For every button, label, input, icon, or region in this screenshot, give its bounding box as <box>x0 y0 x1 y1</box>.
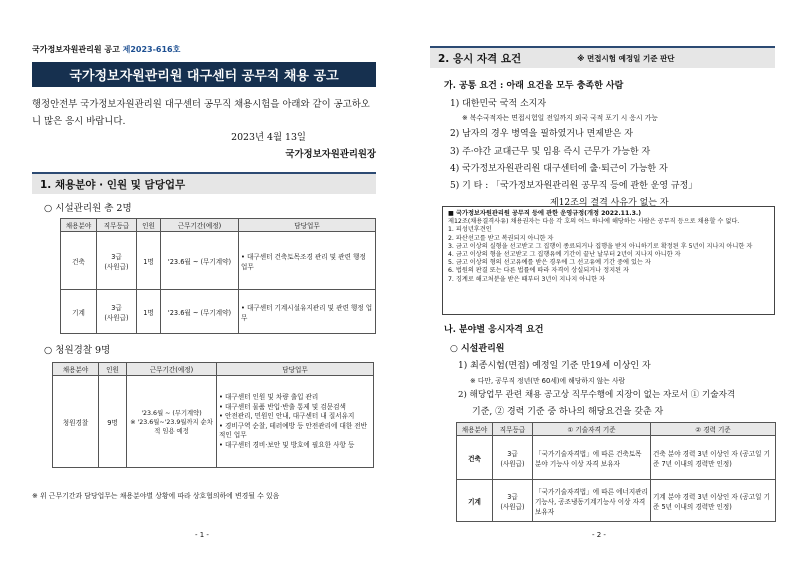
col-header: 인원 <box>99 363 127 376</box>
section-2-heading <box>430 46 775 68</box>
requirement-item: 4) 국가정보자원관리원 대구센터에 출·퇴근이 가능한 자 <box>450 164 668 174</box>
section-1-heading: 1. 채용분야 · 인원 및 담당업무 <box>32 172 376 194</box>
common-requirements-heading: 가. 공통 요건 : 아래 요건을 모두 충족한 사람 <box>444 81 624 91</box>
col-header: ① 기술자격 기준 <box>533 423 651 436</box>
cell-count: 1명 <box>137 232 161 290</box>
announcement-date: 2023년 4월 13일 <box>231 132 306 143</box>
requirement-note: ※ 복수국적자는 면접시험일 전일까지 외국 국적 포기 시 응시 가능 <box>462 114 658 122</box>
table-row <box>61 290 376 334</box>
col-header: 직무등급 <box>493 423 533 436</box>
list-item: 6. 법원의 판결 또는 다른 법률에 따라 자격이 상실되거나 정지된 자 <box>448 267 629 275</box>
cell-field: 기계 <box>457 480 493 522</box>
list-item: • 경비구역 순찰, 테러예방 등 안전관리에 대한 전반적인 업무 <box>219 421 368 439</box>
list-item: 3. 금고 이상의 실형을 선고받고 그 집행이 종료되거나 집행을 받지 아니하기로 확정된 후 5년이 지나지 아니한 자 <box>448 242 753 250</box>
cell-grade: 3급 (사원급) <box>97 232 137 290</box>
duty-list <box>219 393 371 450</box>
cell-count: 9명 <box>99 376 127 468</box>
requirement-note: ※ 다만, 공무직 정년(만 60세)에 해당하지 않는 사람 <box>470 377 626 385</box>
qualification-table <box>456 422 776 522</box>
col-header: ② 경력 기준 <box>651 423 776 436</box>
col-header: 근무기간(예정) <box>127 363 217 376</box>
page-1 <box>30 0 376 566</box>
cell-field: 기계 <box>61 290 97 334</box>
facility-table <box>60 218 376 334</box>
requirement-item-continued: 제12조의 결격 사유가 없는 자 <box>550 198 669 208</box>
cell-career: 건축 분야 경력 3년 이상인 자 (공고일 기준 7년 이내의 경력만 인정) <box>651 436 776 480</box>
list-item: • 대구센터 경비·보안 및 방호에 필요한 사항 등 <box>219 440 355 449</box>
table-row <box>457 480 776 522</box>
cell-duties <box>217 376 374 468</box>
guard-table <box>52 362 374 468</box>
notice-prefix: 국가정보자원관리원 공고 <box>32 45 120 54</box>
cell-period: '23.6월 ~ (무기계약) ※ '23.6월~'23.9월까지 순차적 임용 예정 <box>127 376 217 468</box>
list-item: 7. 징계로 해고처분을 받은 때부터 3년이 지나지 아니한 자 <box>448 275 606 283</box>
cell-count: 1명 <box>137 290 161 334</box>
requirement-item: 3) 주·야간 교대근무 및 임용 즉시 근무가 가능한 자 <box>450 147 651 157</box>
cell-field: 건축 <box>457 436 493 480</box>
table-row <box>457 436 776 480</box>
list-item: • 대구센터 물품 반입·반출 통제 및 검문검색 <box>219 402 346 411</box>
intro-paragraph: 행정안전부 국가정보자원관리원 대구센터 공무직 채용시험을 아래와 같이 공고하오니 많은 응시 바랍니다. <box>32 99 370 127</box>
notice-number: 제2023-616호 <box>122 45 181 54</box>
col-header: 채용분야 <box>53 363 99 376</box>
cell-grade: 3급 (사원급) <box>97 290 137 334</box>
regulation-lead: 제12조(채용결격사유) 채용권자는 다음 각 호의 어느 하나에 해당하는 사람은 공무직 등으로 채용할 수 없다. <box>448 218 740 226</box>
list-item: • 안전관리, 민원인 안내, 대구센터 내 질서유지 <box>219 412 355 420</box>
field-requirements-heading: 나. 분야별 응시자격 요건 <box>444 325 544 335</box>
page-number: - 1 - <box>195 531 209 539</box>
cell-period: '23.6월 ~ (무기계약) <box>161 232 239 290</box>
cell-duty: • 대구센터 기계시설유지관리 및 관련 행정 업무 <box>239 290 376 334</box>
page-number: - 2 - <box>592 531 606 539</box>
requirement-item: 5) 기 타 : 「국가정보자원관리원 공무직 등에 관한 운영 규정」 <box>450 181 698 191</box>
cell-license: 「국가기술자격법」에 따른 에너지관리기능사, 공조냉동기계기능사 이상 자격 보유자 <box>533 480 651 522</box>
guard-heading: ○ 청원경찰 9명 <box>44 345 111 356</box>
page-2 <box>430 0 775 566</box>
requirement-item: 2) 해당업무 관련 채용 공고상 직무수행에 지장이 없는 자로서 ① 기술자격 <box>458 390 736 400</box>
cell-license: 「국가기술자격법」에 따른 건축토목 분야 기능사 이상 자격 보유자 <box>533 436 651 480</box>
list-item: 4. 금고 이상의 형을 선고받고 그 집행유예 기간이 끝난 날부터 2년이 지나지 아니한 자 <box>448 251 681 259</box>
footnote: ※ 위 근무기간과 담당업무는 채용분야별 상황에 따라 상호협의하에 변경될 수 있음 <box>32 492 280 500</box>
cell-grade: 3급 (사원급) <box>493 436 533 480</box>
col-header: 직무등급 <box>97 219 137 232</box>
col-header: 채용분야 <box>457 423 493 436</box>
col-header: 담당업무 <box>217 363 374 376</box>
cell-field: 건축 <box>61 232 97 290</box>
list-item: 1. 피성년후견인 <box>448 226 492 234</box>
section-2-note: ※ 면접시험 예정일 기준 판단 <box>577 53 675 63</box>
col-header: 채용분야 <box>61 219 97 232</box>
cell-field: 청원경찰 <box>53 376 99 468</box>
announcement-title: 국가정보자원관리원 대구센터 공무직 채용 공고 <box>32 62 376 87</box>
col-header: 인원 <box>137 219 161 232</box>
cell-period: '23.6월 ~ (무기계약) <box>161 290 239 334</box>
col-header: 근무기간(예정) <box>161 219 239 232</box>
notice-number-line <box>32 44 180 55</box>
requirement-item-continued: 기준, ② 경력 기준 중 하나의 해당요건을 갖춘 자 <box>472 407 664 417</box>
requirement-item: 2) 남자의 경우 병역을 필하였거나 면제받은 자 <box>450 129 633 139</box>
list-item: • 대구센터 인원 및 차량 출입 관리 <box>219 393 319 401</box>
cell-grade: 3급 (사원급) <box>493 480 533 522</box>
agency-signature: 국가정보자원관리원장 <box>285 149 376 160</box>
cell-career: 기계 분야 경력 3년 이상인 자 (공고일 기준 5년 이내의 경력만 인정) <box>651 480 776 522</box>
section-2-title: 2. 응시 자격 요건 <box>438 52 522 65</box>
table-row <box>53 376 374 468</box>
requirement-item: 1) 최종시험(면접) 예정일 기준 만19세 이상인 자 <box>458 361 651 371</box>
facility-heading: ○ 시설관리원 총 2명 <box>44 203 132 214</box>
list-item: 5. 금고 이상의 형의 선고유예를 받은 경우에 그 선고유예 기간 중에 있는 자 <box>448 259 651 267</box>
facility-requirements-heading: ○ 시설관리원 <box>450 344 505 354</box>
regulation-title: ■ 국가정보자원관리원 공무직 등에 관한 운영규정(개정 2022.11.3.) <box>448 210 642 217</box>
cell-duty: • 대구센터 건축토목조경 관리 및 관련 행정 업무 <box>239 232 376 290</box>
requirement-item: 1) 대한민국 국적 소지자 <box>450 99 547 109</box>
regulation-box <box>442 206 775 315</box>
table-row <box>61 232 376 290</box>
col-header: 담당업무 <box>239 219 376 232</box>
list-item: 2. 파산선고를 받고 복권되지 아니한 자 <box>448 234 554 242</box>
